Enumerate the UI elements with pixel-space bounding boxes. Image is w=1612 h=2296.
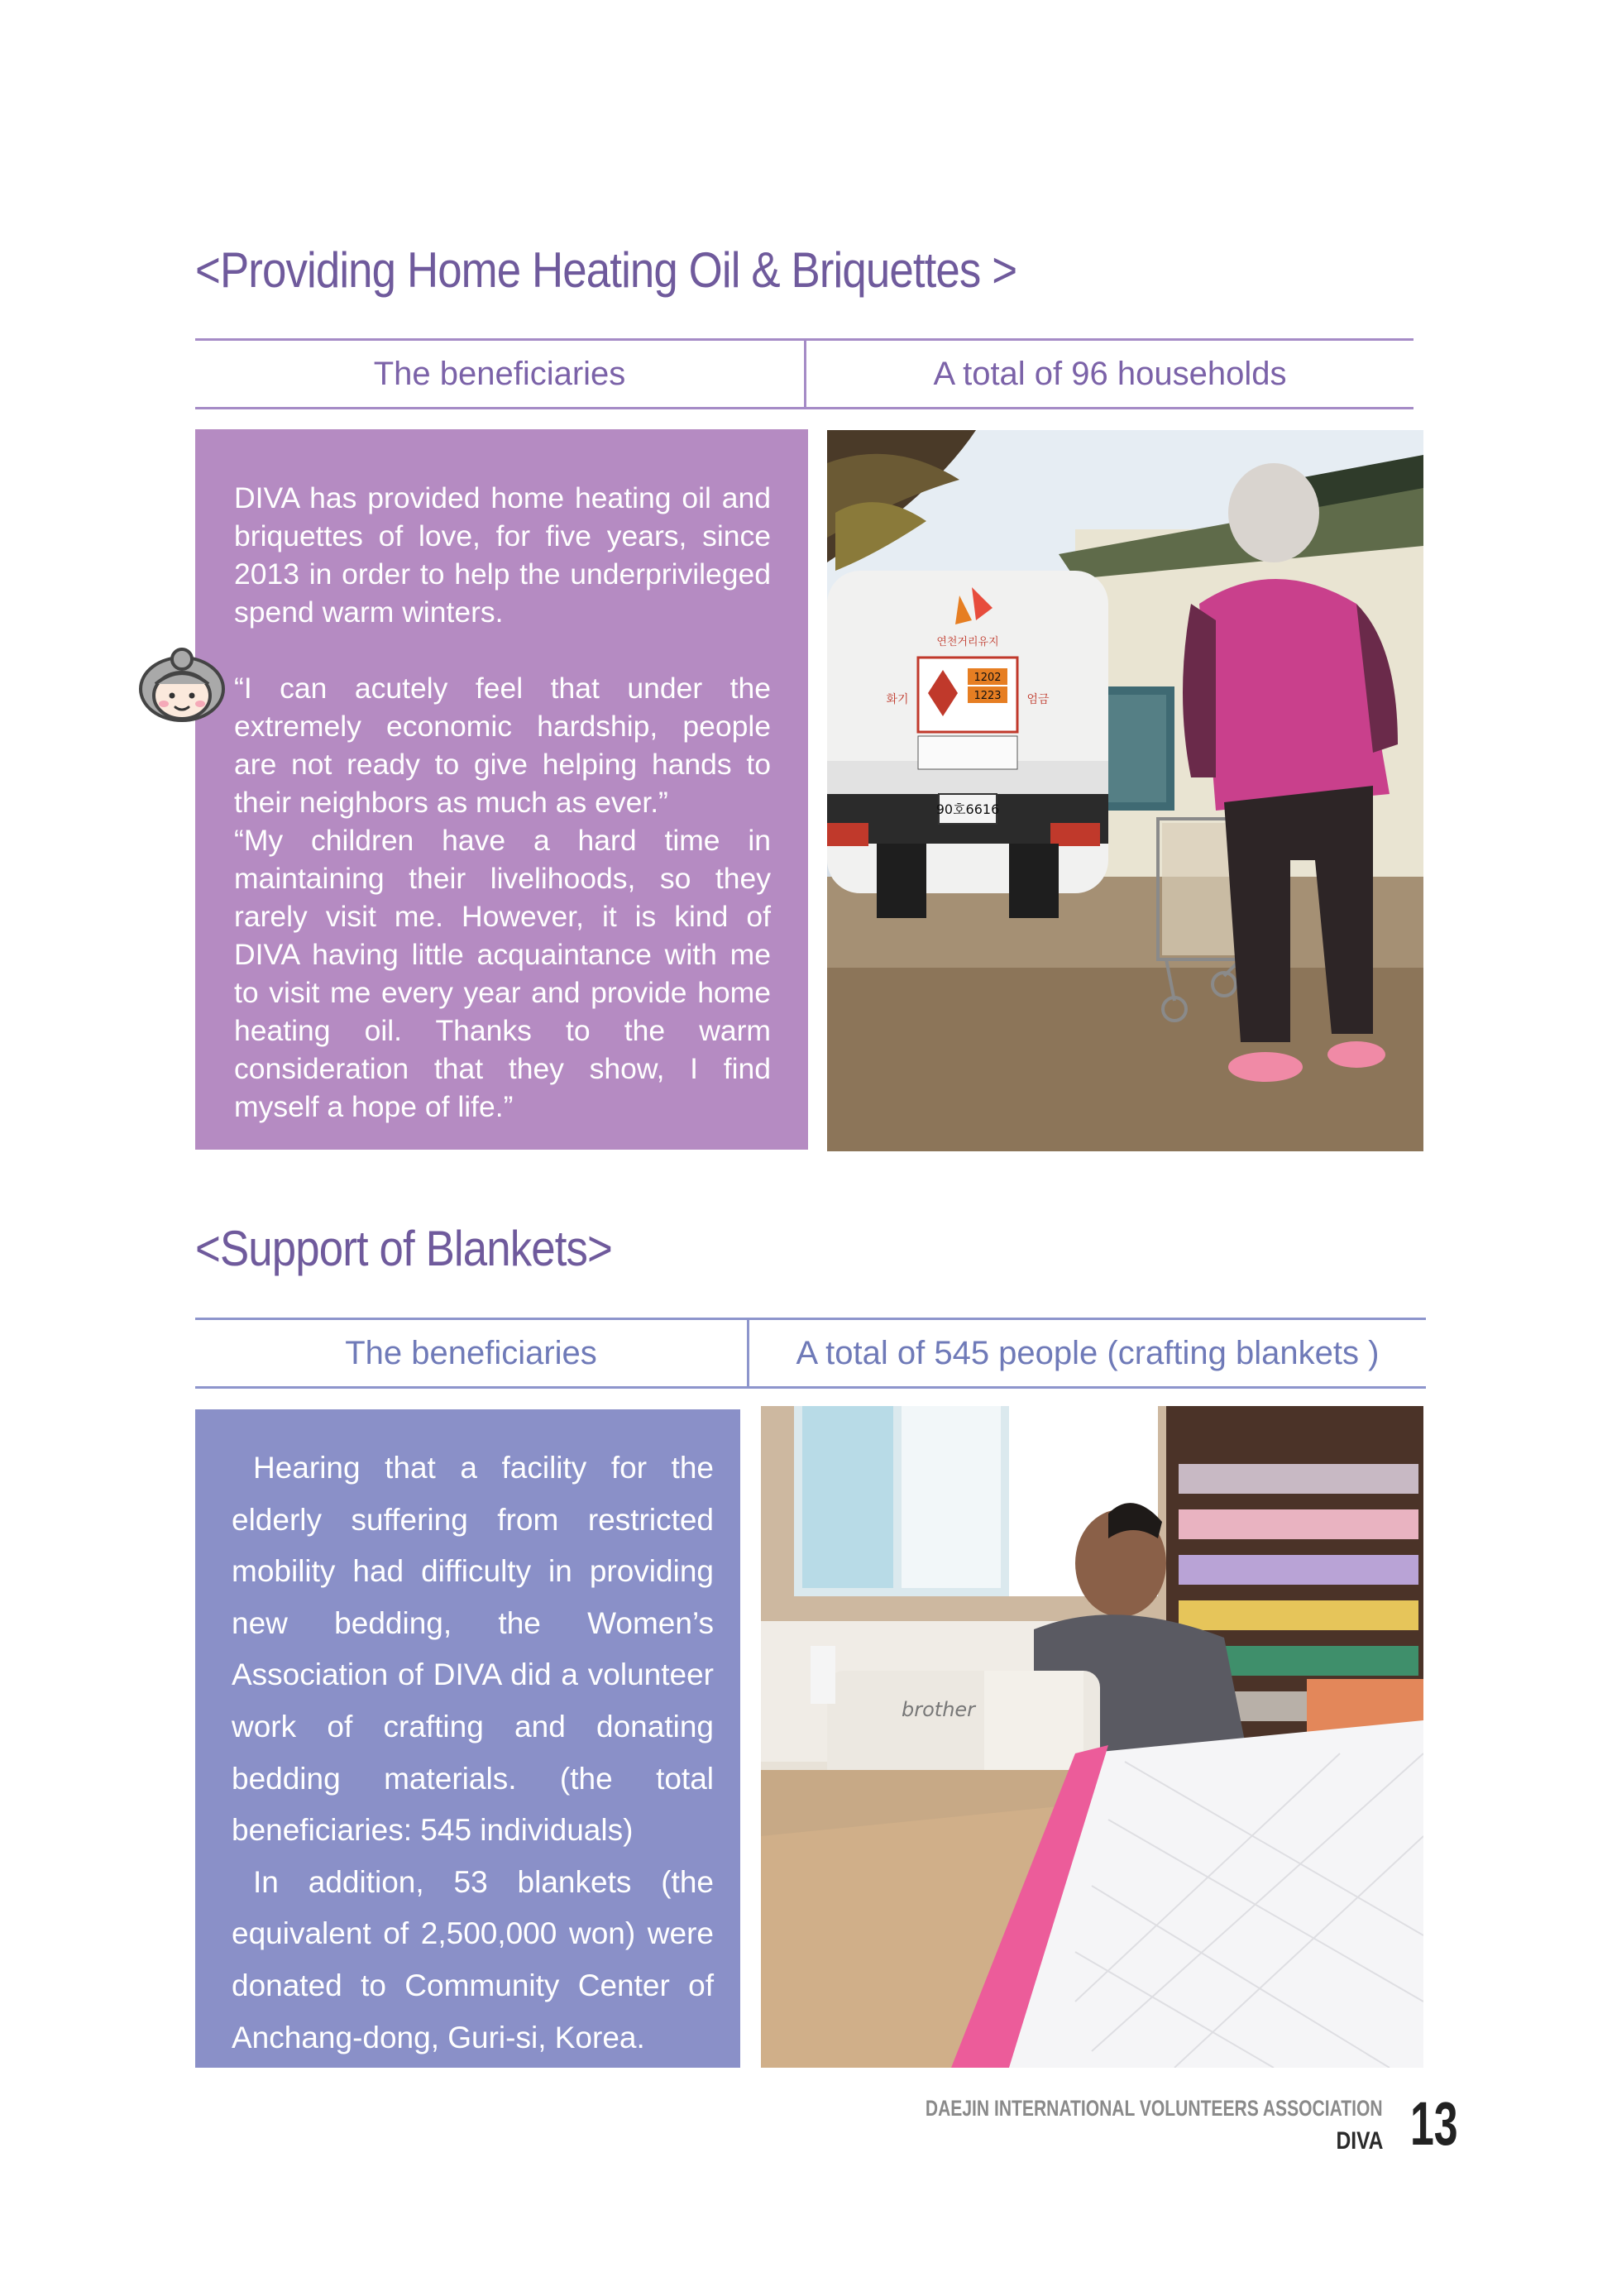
grandmother-avatar-icon [137, 648, 227, 722]
heating-photo-illustration [827, 430, 1423, 1151]
beneficiaries-label: The beneficiaries [373, 355, 626, 392]
blankets-description-box [195, 1409, 740, 2068]
beneficiaries-value: A total of 545 people (crafting blankets ) [796, 1334, 1380, 1371]
photo-heating-oil-delivery [827, 430, 1423, 1151]
section-title-heating: <Providing Home Heating Oil & Briquettes > [195, 242, 1017, 298]
section-title-blankets: <Support of Blankets> [195, 1221, 613, 1276]
beneficiaries-value: A total of 96 households [933, 355, 1287, 392]
blankets-paragraph-1: Hearing that a facility for the elderly suffering from restricted mobility had difficulty in providing new bedding, the Women’s Association of DIVA did a volunteer work of crafting and donating bedding materials. (the total beneficiaries: 545 individuals) [232, 1451, 714, 1848]
heating-paragraph-intro: DIVA has provided home heating oil and briquettes of love, for five years, since 2013 in order to help the underprivileged spend warm winters. [234, 481, 771, 629]
truck-code-2: 1223 [973, 690, 1002, 702]
truck-side-right: 엄금 [1026, 693, 1050, 706]
heating-quote-1: “I can acutely feel that under the extremely economic hardship, people are not ready to give helping hands to their neighbors as much as ever.” [234, 672, 771, 819]
heating-quote-2: “My children have a hard time in maintaining their livelihoods, so they rarely visit me. However, it is kind of DIVA having little acquaintance with me to visit me every year and provide home heating oil. Thanks to the warm consideration that they show, I find myself a hope of life.” [234, 824, 771, 1123]
beneficiaries-table-blankets [195, 1318, 1426, 1389]
photo-blanket-sewing [761, 1406, 1423, 2068]
truck-side-left: 화기 [886, 693, 909, 706]
truck-sign-text: 연천거리유지 [936, 636, 999, 648]
machine-brand-text: brother [902, 1698, 976, 1721]
sewing-photo-illustration [761, 1406, 1423, 2068]
beneficiaries-table-heating [195, 338, 1413, 409]
page-number: 13 [1410, 2089, 1458, 2158]
footer-organization-name: DAEJIN INTERNATIONAL VOLUNTEERS ASSOCIATION [926, 2096, 1383, 2121]
footer-short-name: DIVA [1336, 2127, 1383, 2155]
blankets-paragraph-2: In addition, 53 blankets (the equivalent of 2,500,000 won) were donated to Community Center of Anchang-dong, Guri-si, Korea. [232, 1864, 714, 2054]
beneficiaries-label: The beneficiaries [345, 1334, 597, 1371]
heating-description-box [195, 429, 808, 1150]
truck-plate-text: 90호6616 [935, 801, 1000, 817]
truck-code-1: 1202 [973, 672, 1002, 684]
